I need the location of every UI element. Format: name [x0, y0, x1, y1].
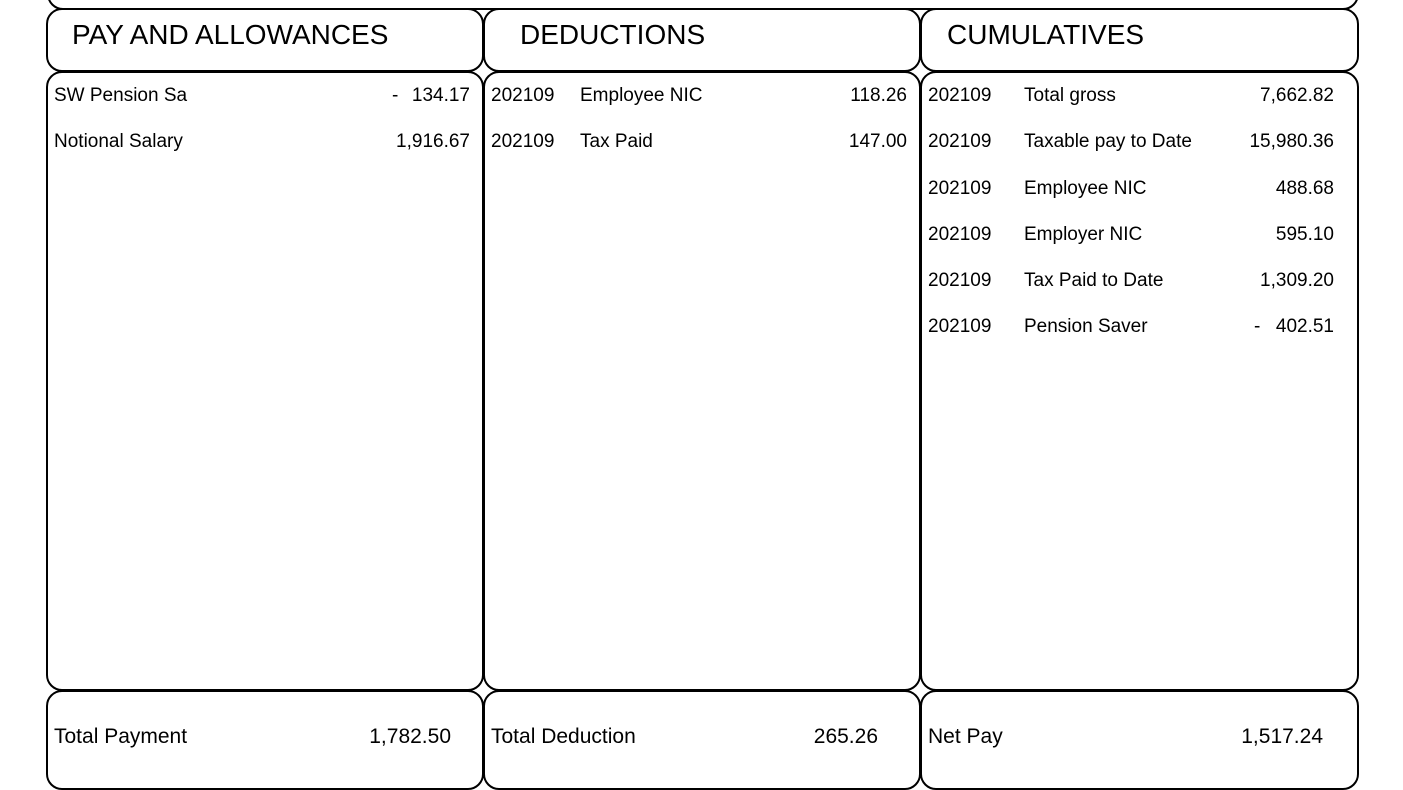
net-pay-value: 1,517.24: [1241, 725, 1323, 748]
cumulatives-header-box: [920, 8, 1359, 72]
pay-header: PAY AND ALLOWANCES: [72, 19, 389, 50]
deduction-label: Tax Paid: [580, 131, 653, 152]
cumulative-label: Employee NIC: [1024, 178, 1147, 199]
total-payment-value: 1,782.50: [369, 725, 451, 748]
deduction-row: [491, 131, 911, 155]
total-payment-box: [46, 690, 484, 790]
cumulative-period: 202109: [928, 85, 992, 106]
cumulative-period: 202109: [928, 178, 992, 199]
cumulative-amount: 7,662.82: [1260, 85, 1334, 106]
total-deduction-label: Total Deduction: [491, 725, 636, 748]
deductions-header-box: [483, 8, 921, 72]
cumulative-amount: 15,980.36: [1249, 131, 1334, 152]
cumulatives-body: [920, 71, 1359, 691]
cumulatives-header: CUMULATIVES: [947, 19, 1145, 50]
deductions-body: [483, 71, 921, 691]
pay-row: [54, 131, 474, 155]
cumulative-label: Total gross: [1024, 85, 1116, 106]
cumulative-sign: -: [1254, 316, 1261, 337]
total-deduction-box: [483, 690, 921, 790]
deduction-period: 202109: [491, 131, 555, 152]
deduction-row: [491, 85, 911, 109]
cumulative-amount: 488.68: [1275, 178, 1334, 199]
cumulative-period: 202109: [928, 224, 992, 245]
cumulative-period: 202109: [928, 131, 992, 152]
total-payment-label: Total Payment: [54, 725, 188, 748]
cumulative-row: [928, 178, 1340, 202]
cumulative-period: 202109: [928, 316, 992, 337]
cumulative-row: [928, 131, 1340, 155]
cumulative-label: Taxable pay to Date: [1024, 131, 1192, 152]
deductions-header: DEDUCTIONS: [520, 19, 706, 50]
cumulative-label: Tax Paid to Date: [1024, 270, 1164, 291]
pay-row-label: SW Pension Sa: [54, 85, 188, 106]
net-pay-box: [920, 690, 1359, 790]
pay-row: [54, 85, 474, 109]
pay-body: [46, 71, 484, 691]
pay-header-box: [46, 8, 484, 72]
cumulative-amount: 402.51: [1275, 316, 1334, 337]
cumulative-label: Employer NIC: [1024, 224, 1143, 245]
deduction-amount: 118.26: [850, 85, 907, 106]
cumulative-row: [928, 85, 1340, 109]
total-deduction-value: 265.26: [813, 725, 878, 748]
cumulative-amount: 1,309.20: [1260, 270, 1334, 291]
pay-row-label: Notional Salary: [54, 131, 183, 152]
cumulative-amount: 595.10: [1275, 224, 1334, 245]
pay-row-amount: 134.17: [411, 85, 470, 106]
net-pay-label: Net Pay: [928, 725, 1003, 748]
deduction-period: 202109: [491, 85, 555, 106]
deduction-amount: 147.00: [848, 131, 907, 152]
pay-row-amount: 1,916.67: [396, 131, 470, 152]
cumulative-row: [928, 316, 1340, 340]
pay-row-sign: -: [392, 85, 399, 106]
cumulative-label: Pension Saver: [1024, 316, 1148, 337]
cumulative-row: [928, 270, 1340, 294]
cumulative-period: 202109: [928, 270, 992, 291]
deduction-label: Employee NIC: [580, 85, 703, 106]
cumulative-row: [928, 224, 1340, 248]
